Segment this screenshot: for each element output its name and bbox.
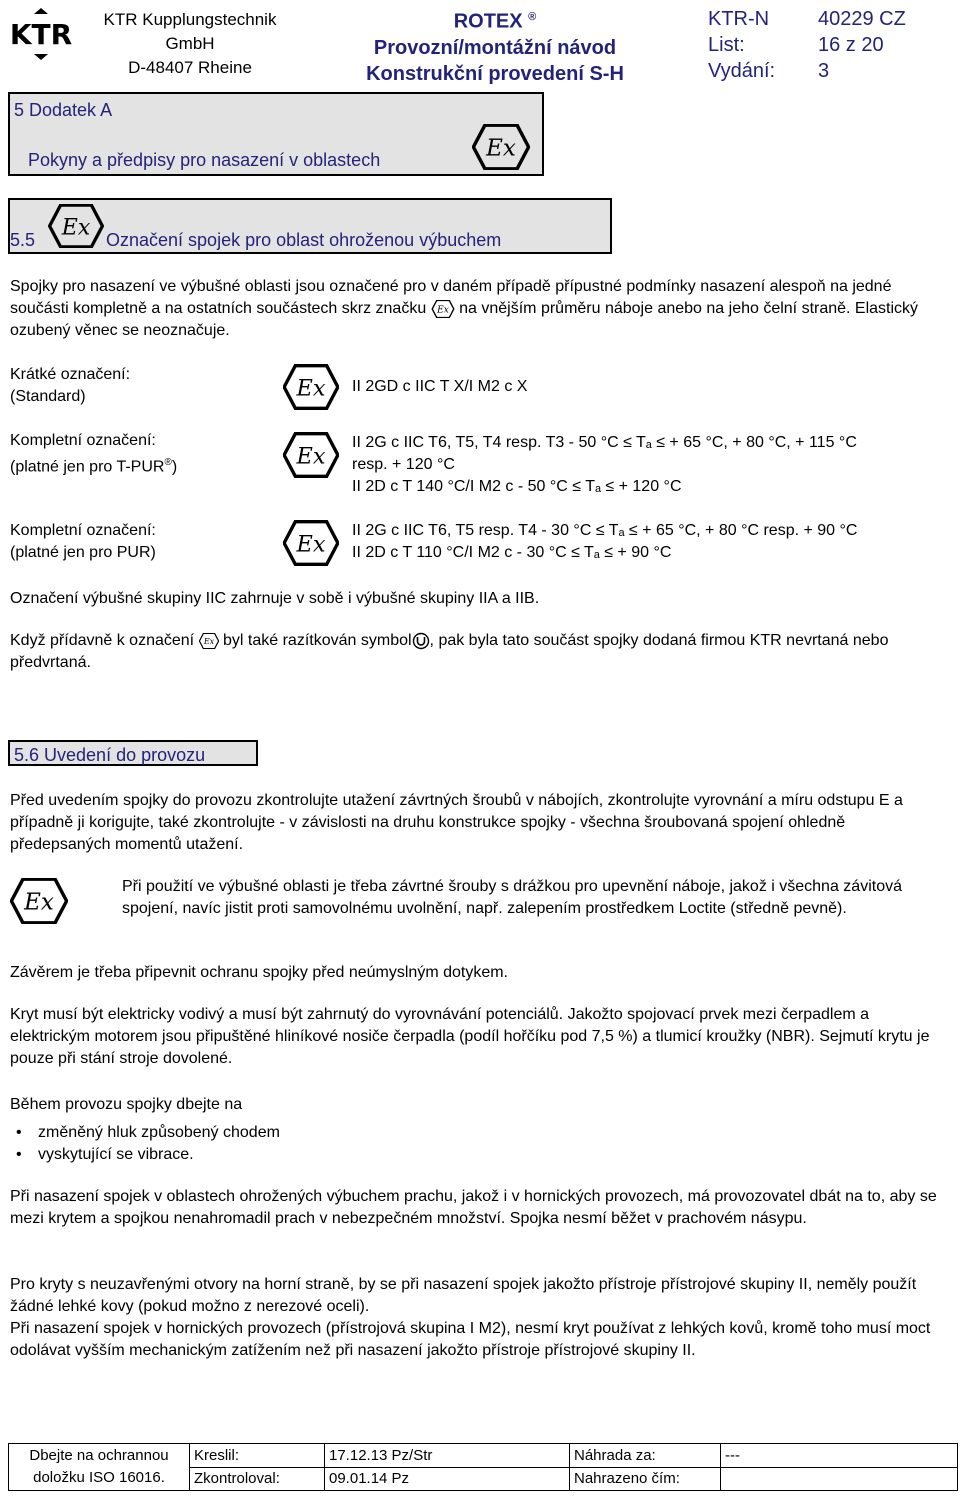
operation-paragraph: Během provozu spojky dbejte na xyxy=(10,1096,243,1113)
appendix-title: 5 Dodatek A xyxy=(14,100,113,120)
marking-line: II 2D c T 110 °C/I M2 c - 30 °C ≤ Tₐ ≤ + 90 °C xyxy=(352,544,672,561)
doc-subtitle: Konstrukční provedení S-H xyxy=(366,62,624,85)
marking-line: II 2G c IIC T6, T5, T4 resp. T3 - 50 °C ≤ Tₐ ≤ + 65 °C, + 80 °C, + 115 °C xyxy=(352,434,857,451)
mining-paragraph: Při nasazení spojek v hornických provozech (přístrojová skupina I M2), nesmí kryt používat z lehkých kovů, kromě toho musí moct odolávat vyšším mechanickým zatížením než při nasazení jakožto přístroje přístrojové skupiny II. xyxy=(10,1320,931,1359)
ex-note: Při použití ve výbušné oblasti je třeba závrtné šrouby s drážkou pro upevnění náboje, jakož i všechna závitová spojení, navíc jistit proti samovolnému uvolnění, např. zalepením prostředkem Loctite (středně pevně). xyxy=(122,878,902,917)
ex-icon xyxy=(283,432,339,478)
doc-meta xyxy=(708,6,906,84)
checked-value: 09.01.14 Pz xyxy=(325,1467,570,1491)
meta-value: 40229 CZ xyxy=(818,8,906,30)
ex-icon xyxy=(283,520,339,566)
dust-paragraph: Při nasazení spojek v oblastech ohrožených výbuchem prachu, jakož i v hornických provozech, má provozovatel dbát na to, aby se mezi krytem a spojkou nenahromadil prach v nebezpečném množství. Spojka nesmí běžet v prachovém násypu. xyxy=(10,1188,937,1227)
replaced-by-value xyxy=(721,1467,958,1491)
company-name: KTR Kupplungstechnik xyxy=(103,10,277,29)
marking-line: resp. + 120 °C xyxy=(352,456,455,473)
ex-icon xyxy=(199,633,219,649)
stamp-note xyxy=(10,630,950,674)
ex-icon xyxy=(10,878,68,924)
marking-intro xyxy=(10,276,950,342)
ktr-logo xyxy=(8,6,74,62)
section-5-5-heading xyxy=(8,198,612,254)
ex-icon xyxy=(431,300,455,318)
marking-line: II 2G c IIC T6, T5 resp. T4 - 30 °C ≤ Tₐ ≤ + 65 °C, + 80 °C resp. + 90 °C xyxy=(352,522,858,539)
iso-note xyxy=(9,1444,190,1491)
stamp-note-b: byl také razítkován symbol xyxy=(223,632,412,649)
light-metal-paragraph: Pro kryty s neuzavřenými otvory na horní straně, by se při nasazení spojek jakožto přístroje přístrojové skupiny II, neměly použít žádné lehké kovy (pokud možno z nerezové oceli). xyxy=(10,1276,917,1315)
marking-sublabel: (platné jen pro PUR) xyxy=(10,544,156,561)
appendix-box xyxy=(8,92,544,176)
group-note: Označení výbušné skupiny IIC zahrnuje v sobě i výbušné skupiny IIA a IIB. xyxy=(10,590,540,607)
section-title: Označení spojek pro oblast ohroženou výbuchem xyxy=(106,230,502,250)
company-address: D-48407 Rheine xyxy=(128,58,252,77)
stamp-note-c: , pak byla tato součást spojky dodaná firmou KTR nevrtaná nebo předvrtaná. xyxy=(10,632,889,671)
commissioning-paragraph: Před uvedením spojky do provozu zkontrolujte utažení závrtných šroubů v nábojích, zkontrolujte vyrovnání a míru odstupu E a případně ji korigujte, také zkontrolujte - v závislosti na druhu konstrukce spojky - všechna šroubovaná spojení ohledně předepsaných momentů utažení. xyxy=(10,792,903,853)
intro-text-b: na vnějším průměru náboje anebo na jeho čelní straně. Elastický ozubený věnec se neoznačuje. xyxy=(10,300,919,339)
meta-key: KTR-N xyxy=(708,8,770,30)
list-item: • vyskytující se vibrace. xyxy=(10,1144,950,1166)
replaces-value: --- xyxy=(721,1444,958,1468)
guard-paragraph: Závěrem je třeba připevnit ochranu spojky před neúmyslným dotykem. xyxy=(10,964,508,981)
ex-icon xyxy=(472,124,530,170)
marking-line: II 2GD c IIC T X/I M2 c X xyxy=(352,378,528,395)
section-number: 5.5 xyxy=(10,230,36,250)
meta-value: 16 z 20 xyxy=(818,34,884,56)
iso-note-line: doložku ISO 16016. xyxy=(33,1469,165,1486)
meta-key: List: xyxy=(708,34,745,56)
registered-mark: ® xyxy=(164,457,172,468)
doc-type: Provozní/montážní návod xyxy=(373,36,617,59)
list-item: • změněný hluk způsobený chodem xyxy=(10,1122,950,1144)
ex-icon xyxy=(48,204,104,248)
meta-key: Vydání: xyxy=(708,60,776,82)
registered-mark: ® xyxy=(528,11,537,23)
appendix-subtitle: Pokyny a předpisy pro nasazení v oblastech xyxy=(28,150,381,170)
marking-sublabel: (platné jen pro T-PUR xyxy=(10,458,165,476)
operation-bullets xyxy=(10,1122,950,1166)
page-header xyxy=(0,0,960,90)
marking-sublabel: (Standard) xyxy=(10,388,86,405)
company-form: GmbH xyxy=(165,34,215,53)
svg-text:KTR: KTR xyxy=(9,18,73,51)
replaces-label: Náhrada za: xyxy=(570,1444,721,1468)
marking-label: Kompletní označení: xyxy=(10,432,156,449)
marking-sublabel-end: ) xyxy=(171,458,178,476)
stamp-note-a: Když přídavně k označení xyxy=(10,632,195,649)
replaced-by-label: Nahrazeno čím: xyxy=(570,1467,721,1491)
footer-table xyxy=(8,1443,958,1491)
product-name: ROTEX xyxy=(453,10,523,33)
marking-line: II 2D c T 140 °C/I M2 c - 50 °C ≤ Tₐ ≤ + 120 °C xyxy=(352,478,682,495)
iso-note-line: Dbejte na ochrannou xyxy=(29,1447,169,1464)
intro-text-a: Spojky pro nasazení ve výbušné oblasti jsou označené pro v daném případě přípustné podmínky nasazení alespoň na jedné součásti kompletně a na ostatních součástech skrz značku xyxy=(10,278,892,317)
marking-label: Kompletní označení: xyxy=(10,522,156,539)
checked-label: Zkontroloval: xyxy=(190,1467,325,1491)
document-title xyxy=(330,4,660,87)
drawn-value: 17.12.13 Pz/Str xyxy=(325,1444,570,1468)
drawn-label: Kreslil: xyxy=(190,1444,325,1468)
marking-label: Krátké označení: xyxy=(10,366,131,383)
u-stamp-icon xyxy=(412,632,430,650)
cover-paragraph: Kryt musí být elektricky vodivý a musí být zahrnutý do vyrovnávání potenciálů. Jakožto spojovací prvek mezi čerpadlem a elektrickým motorem jsou připuštěné hliníkové nosiče čerpadla (podíl hořčíku pod 7,5 %) a tlumicí kroužky (NBR). Sejmutí krytu je pouze při stání stroje dovolené. xyxy=(10,1006,930,1067)
ex-icon xyxy=(283,364,339,410)
section-5-6-heading: 5.6 Uvedení do provozu xyxy=(8,740,258,766)
company-block xyxy=(90,8,290,80)
meta-value: 3 xyxy=(818,60,830,82)
